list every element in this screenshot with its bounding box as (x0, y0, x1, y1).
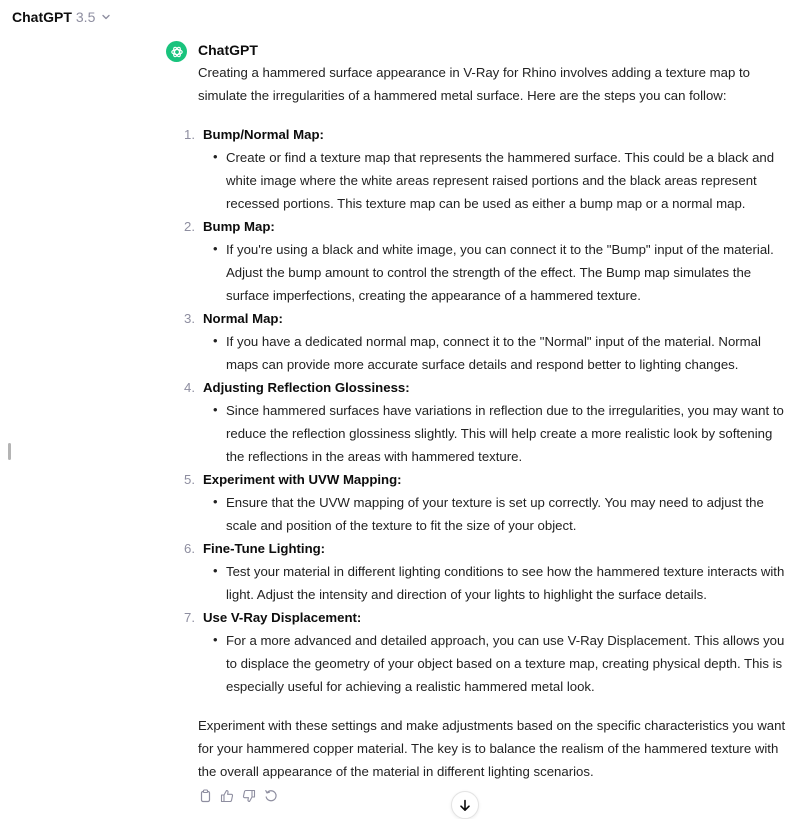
step-detail: Since hammered surfaces have variations in reflection due to the irregularities, you may want to reduce the reflection glossiness slightly. This will help create a more realistic look by softening the reflections in the areas with hammered texture. (226, 403, 784, 464)
thumbs-up-icon[interactable] (220, 789, 234, 803)
list-item-step-5 (184, 468, 788, 537)
model-version: 3.5 (75, 9, 96, 25)
bullet-icon: • (213, 563, 218, 578)
step-title: Bump/Normal Map: (203, 127, 324, 142)
chevron-down-icon (101, 12, 111, 22)
step-title: Bump Map: (203, 219, 275, 234)
step-detail: If you have a dedicated normal map, connect it to the "Normal" input of the material. Normal maps can provide more accurate surface details and respond better to lighting changes. (226, 334, 761, 372)
openai-logo-icon (166, 41, 187, 62)
step-title: Normal Map: (203, 311, 283, 326)
step-number: 3. (184, 311, 195, 326)
scroll-to-bottom-button[interactable] (451, 791, 479, 819)
message-closing: Experiment with these settings and make adjustments based on the specific characteristics you want for your hammered copper material. The key is to balance the realism of the hammered texture with the overall appearance of the material in different lighting scenarios. (198, 718, 786, 779)
list-item-step-7 (184, 606, 788, 698)
step-detail-item (203, 146, 788, 215)
model-selector[interactable] (12, 6, 111, 28)
assistant-message (184, 61, 788, 783)
list-item-step-4 (184, 376, 788, 468)
regenerate-icon[interactable] (264, 789, 278, 803)
step-detail: If you're using a black and white image, you can connect it to the "Bump" input of the material. Adjust the bump amount to control the strength of the effect. The Bump map simulates the surface imperfections, creating the appearance of a hammered texture. (226, 242, 774, 303)
step-title: Experiment with UVW Mapping: (203, 472, 402, 487)
step-number: 4. (184, 380, 195, 395)
bullet-icon: • (213, 494, 218, 509)
step-title: Use V-Ray Displacement: (203, 610, 362, 625)
message-intro: Creating a hammered surface appearance in V-Ray for Rhino involves adding a texture map to simulate the irregularities of a hammered metal surface. Here are the steps you can follow: (198, 65, 750, 103)
step-detail: Ensure that the UVW mapping of your texture is set up correctly. You may need to adjust the scale and position of the texture to fit the size of your object. (226, 495, 764, 533)
message-actions (198, 789, 278, 803)
step-title: Adjusting Reflection Glossiness: (203, 380, 410, 395)
steps-list (184, 123, 788, 698)
list-item-step-3 (184, 307, 788, 376)
bullet-icon: • (213, 241, 218, 256)
step-title: Fine-Tune Lighting: (203, 541, 326, 556)
message-author: ChatGPT (198, 42, 258, 58)
step-number: 5. (184, 472, 195, 487)
step-detail-item (203, 560, 788, 606)
step-detail-item (203, 238, 788, 307)
step-number: 2. (184, 219, 195, 234)
step-detail-item (203, 629, 788, 698)
step-detail: Create or find a texture map that represents the hammered surface. This could be a black and white image where the white areas represent raised portions and the black areas represent recessed portions. This texture map can be used as either a bump map or a normal map. (226, 150, 775, 211)
bullet-icon: • (213, 149, 218, 164)
app-title: ChatGPT (12, 9, 72, 25)
step-detail: Test your material in different lighting conditions to see how the hammered texture interacts with light. Adjust the intensity and direction of your lights to highlight the surface details. (226, 564, 785, 602)
step-number: 1. (184, 127, 195, 142)
step-number: 6. (184, 541, 195, 556)
step-detail-item (203, 491, 788, 537)
step-detail: For a more advanced and detailed approach, you can use V-Ray Displacement. This allows you to displace the geometry of your object based on a texture map, creating physical depth. This is especially useful for achieving a realistic hammered metal look. (226, 633, 785, 694)
thumbs-down-icon[interactable] (242, 789, 256, 803)
step-detail-item (203, 330, 788, 376)
bullet-icon: • (213, 402, 218, 417)
sidebar-toggle-handle[interactable] (8, 443, 11, 460)
list-item-step-6 (184, 537, 788, 606)
bullet-icon: • (213, 632, 218, 647)
bullet-icon: • (213, 333, 218, 348)
list-item-step-2 (184, 215, 788, 307)
step-number: 7. (184, 610, 195, 625)
list-item-step-1 (184, 123, 788, 215)
arrow-down-icon (459, 799, 471, 812)
step-detail-item (203, 399, 788, 468)
copy-icon[interactable] (198, 789, 212, 803)
